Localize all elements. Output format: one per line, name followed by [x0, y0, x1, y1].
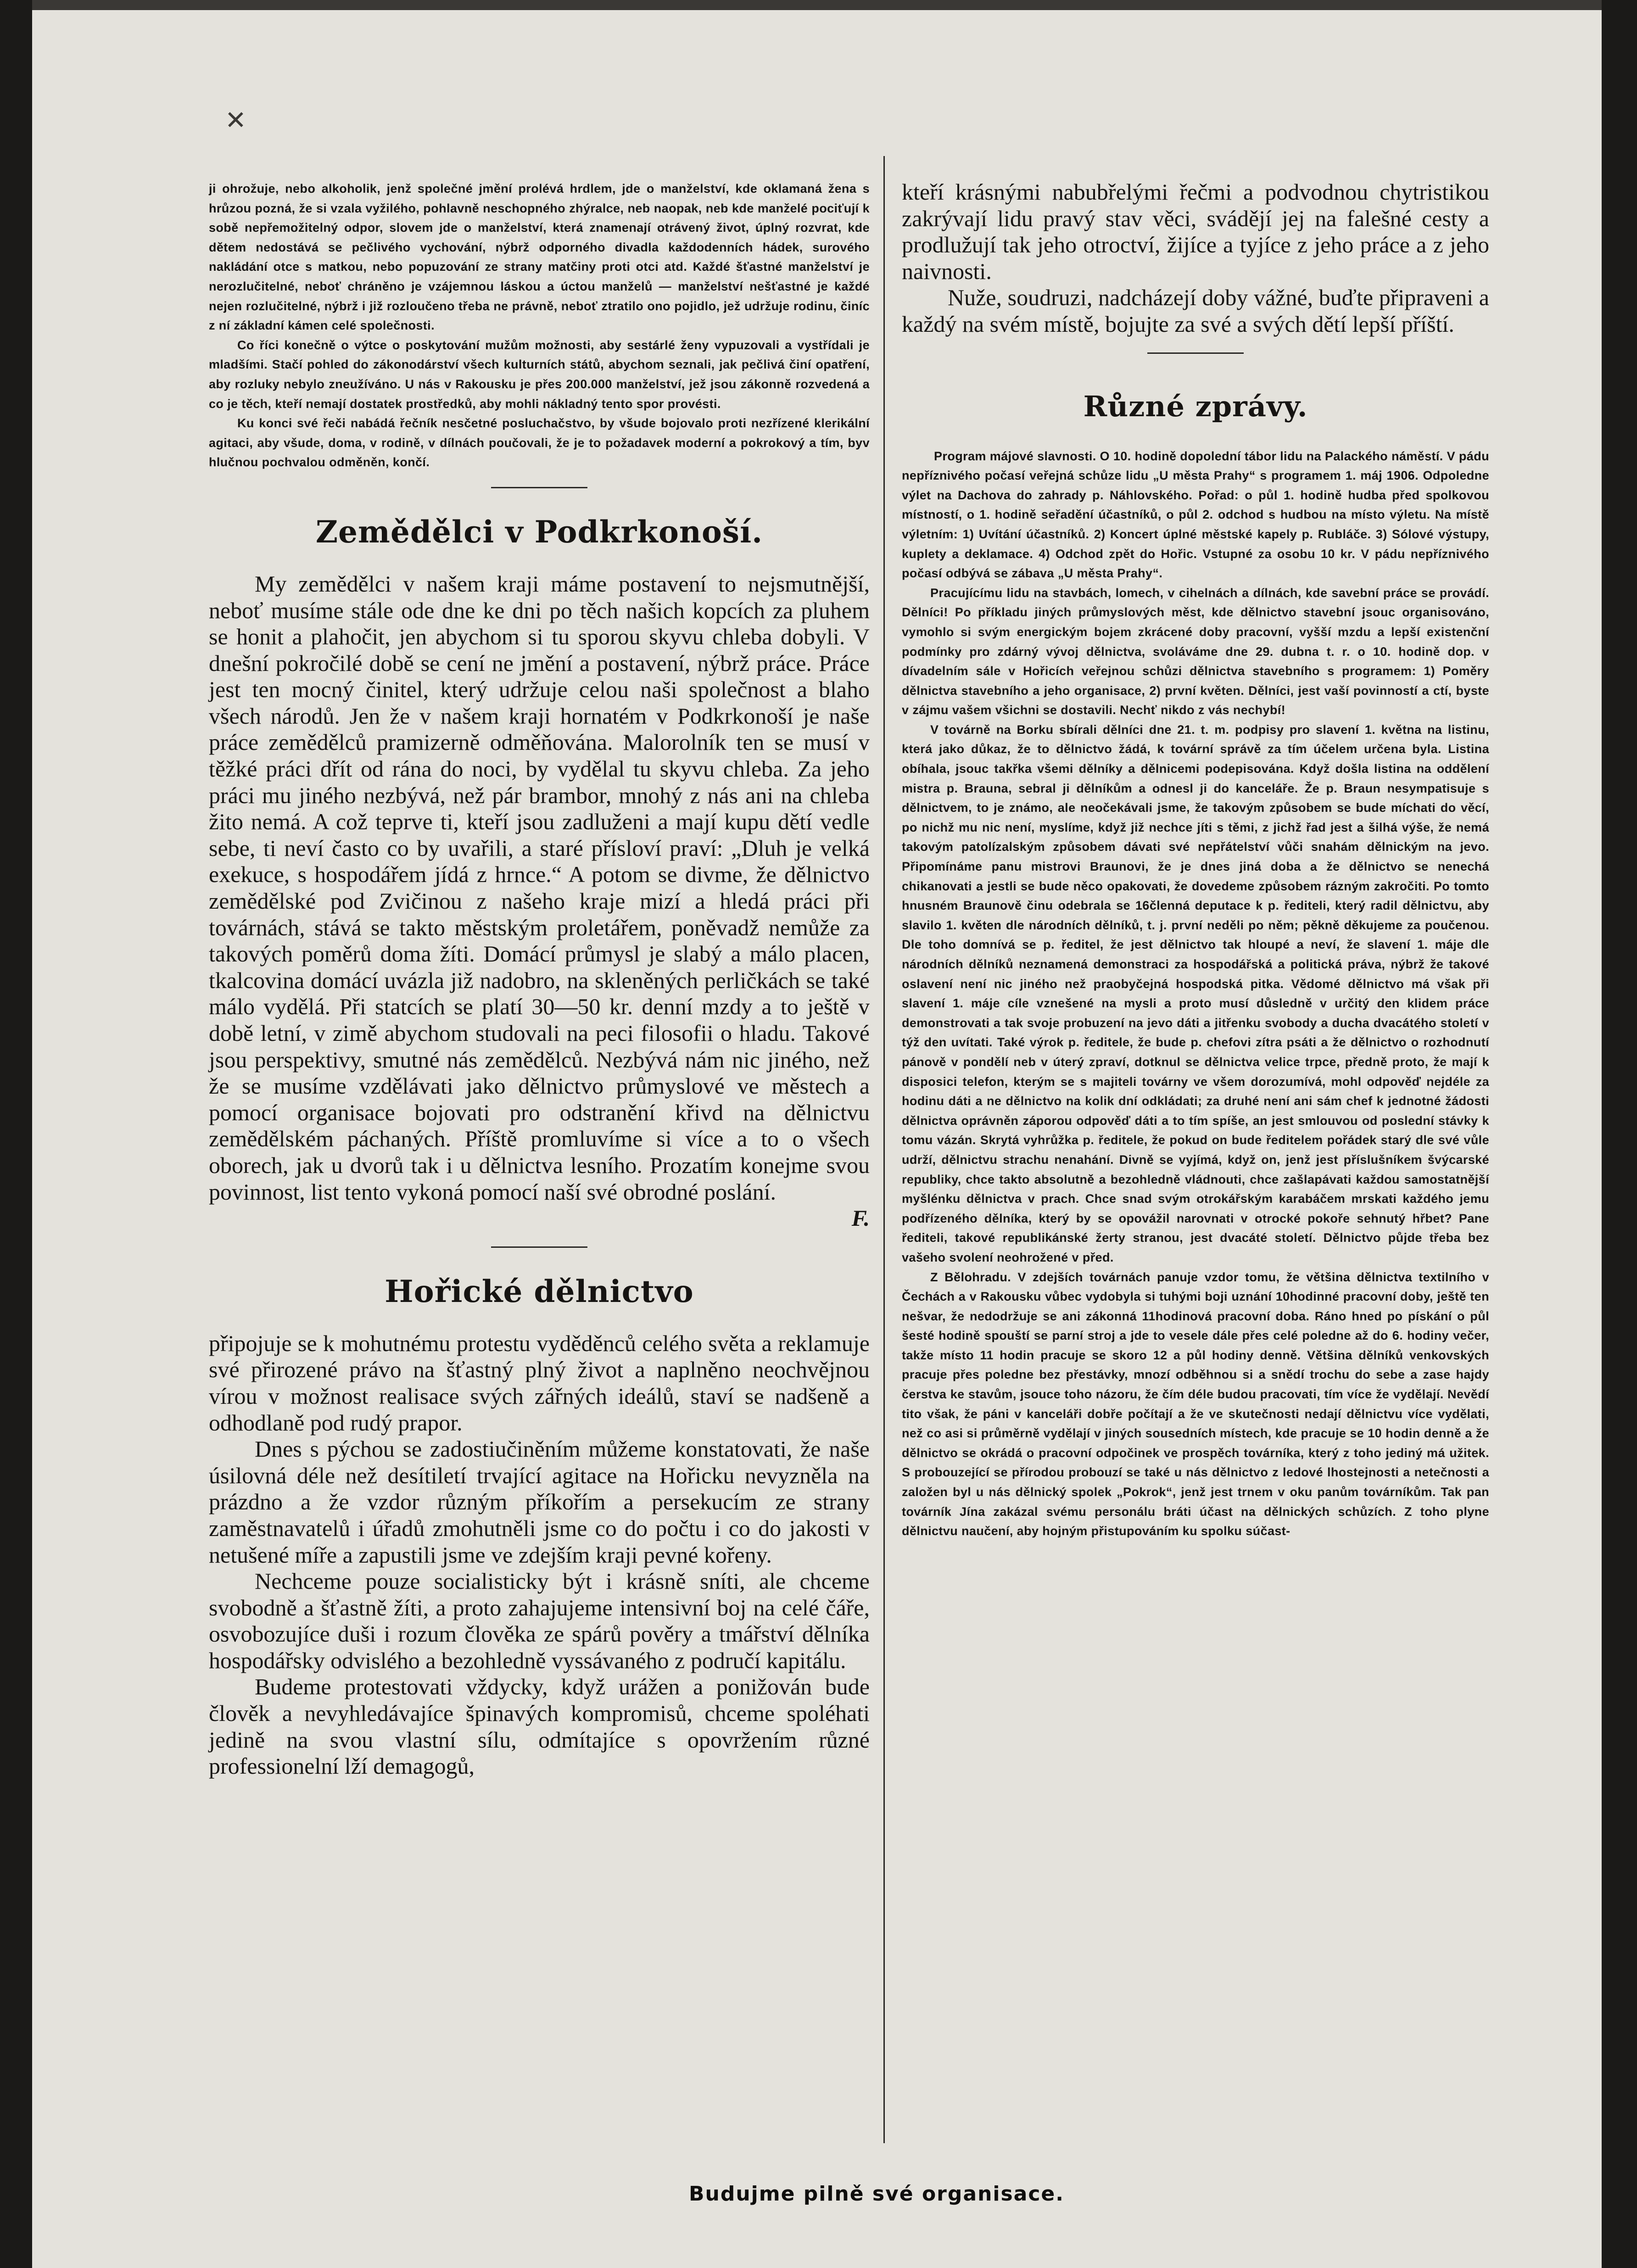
- news-lead: V továrně na Borku: [930, 722, 1054, 737]
- article-paragraph: Dnes s pýchou se zadostiučiněním můžeme konstatovati, že naše úsilovná déle než desítiletí trvající agitace na Hořicku nevyzněla na prázdno a že vzdor různým příkořím a persekucím ze strany zaměstnavatelů i úřadů zmohutněli jsme co do počtu i co do jakosti v netušené míře a zapustili jsme ve zdejším kraji pevné kořeny.: [209, 1436, 870, 1568]
- scan-border-left: [0, 0, 32, 2268]
- section-divider: [491, 1246, 587, 1248]
- article-paragraph: My zemědělci v našem kraji máme postavení to nejsmutnější, neboť musíme stále ode dne ke dni po těch našich kopcích za pluhem se honit a plahočit, jen abychom si tu sporou skyvu chleba dobyli. V dnešní pokročilé době se cení ne jmění a postavení, nýbrž práce. Práce jest ten mocný činitel, který udržuje celou naši společnost a blaho všech národů. Jen že v našem kraji hornatém v Podkrkonoší je naše práce zemědělců pramizerně odměňována. Malorolník ten se musí v těžké práci dřít od rána do noci, by vydělal tu skyvu chleba. Za jeho práci mu jiného nezbývá, než pár brambor, mnohý z nás ani na chleba žito nemá. A což teprve ti, kteří jsou zadluženi a mají kupu dětí vedle sebe, ti neví často co by uvařili, a staré přísloví praví: „Dluh je velká exekuce, s hospodářem jídá z hrnce.“ A potom se divme, že dělnictvo zemědělské pod Zvičinou z našeho kraje mizí a hledá práci při továrnách, stává se takto městským proletářem, poněvadž nemůže za takových poměrů doma žíti. Domácí průmysl je slabý a málo placen, tkalcovina domácí uvázla již nadobro, na skleněných perličkách se také málo vydělá. Při statcích se platí 30—50 kr. denní mzdy a to ještě v době letní, v zimě abychom studovali na peci filosofii o hladu. Takové jsou perspektivy, smutné nás zemědělců. Nezbývá nám nic jiného, než že se musíme vzdělávati jako dělnictvo průmyslové ve městech a pomocí organisace bojovati pro odstranění křivd na dělnictvu zemědělském páchaných. Příště promluvíme si více a to o všech oborech, jak u dvorů tak i u dělnictva lesního. Prozatím konejme svou povinnost, list tento vykoná pomocí naší své obrodné poslání.: [209, 570, 870, 1205]
- news-lead: Pracujícímu lidu: [930, 586, 1030, 600]
- news-lead: Program májové slavnosti.: [934, 449, 1096, 463]
- intro-paragraph: ji ohrožuje, nebo alkoholik, jenž společné jmění prolévá hrdlem, jde o manželství, kde oklamaná žena s hrůzou pozná, že si vzala vyžilého, pohlavně neschopného zhýralce, neb naopak, neb kde manželé pociťují k sobě nepřemožitelný odpor, slovem jde o manželství, která znamenají otrávený život, úplný rozvrat, kde dětem nedostává se pečlivého vychování, nýbrž odporného divadla každodenních hádek, surového nakládání otce s matkou, nebo popuzování ze strany matčiny proti otci atd. Každé šťastné manželství je nerozlučitelné, neboť chráněno je vzájemnou láskou a úctou manželů — manželství nešťastné je každé nejen rozlučitelné, nýbrž i již rozloučeno třeba ne právně, neboť ztratilo ono pojidlo, jež udržuje rodinu, činíc z ní základní kámen celé společnosti.: [209, 182, 870, 333]
- article-paragraph: Nechceme pouze socialisticky být i krásně sníti, ale chceme svobodně a šťastně žíti, a proto zahajujeme intensivní boj na celé čáře, osvobozujíce duši i rozum člověka ze spárů pověry a tmářství dělníka hospodářsky odvislého a bezohledně vyssávaného z područí kapitálu.: [209, 1568, 870, 1673]
- news-text: O 10. hodině dopolední tábor lidu na Palackého náměstí. V pádu nepříznivého počasí veřejná schůze lidu „U města Prahy“ s programem 1. máj 1906. Odpoledne výlet na Dachova do zahrady p. Náhlovského. Pořad: o půl 1. hodině hudba před spolkovou místností, o 1. hodině seřadění účastníků, o půl 2. odchod s hudbou na místo výletu. Na místě výletním: 1) Uvítání účastníků. 2) Koncert úplné městské kapely p. Rubláče. 3) Sólové výstupy, kuplety a deklamace. 4) Odchod zpět do Hořic. Vstupné za osobu 10 kr. V pádu nepříznivého počasí odbývá se zábava „U města Prahy“.: [902, 449, 1489, 581]
- news-item: [902, 1268, 1489, 1541]
- article-paragraph: připojuje se k mohutnému protestu vyděděnců celého světa a reklamuje své přirozené právo na šťastný plný život a naplněno neochvějnou vírou v možnost realisace svých zářných ideálů, staví se nadšeně a odhodlaně pod rudý prapor.: [209, 1330, 870, 1436]
- pencil-mark-icon: ✕: [225, 106, 246, 135]
- continuation-paragraph: Nuže, soudruzi, nadcházejí doby vážné, buďte připraveni a každý na svém místě, bojujte za své a svých dětí lepší příští.: [902, 285, 1489, 337]
- section-title-ruzne-zpravy: Různé zprávy.: [1083, 389, 1308, 423]
- left-column: [209, 179, 870, 1780]
- right-column: [902, 179, 1489, 1541]
- article-title-horicke: Hořické dělnictvo: [385, 1273, 694, 1309]
- section-divider: [1147, 352, 1244, 354]
- column-divider: [883, 156, 885, 2143]
- article-signature: F.: [851, 1205, 870, 1231]
- news-item: [902, 720, 1489, 1268]
- article-title-zemedelci: Zemědělci v Podkrkonoší.: [315, 514, 763, 550]
- news-text: V zdejších továrnách panuje vzdor tomu, že většina dělnictva textilního v Čechách a v Rakousku vůbec vydobyla si tuhými boji uznání 10hodinné pracovní doby, ještě ten nešvar, že nedodržuje se ani zákonná 11hodinová pracovní doba. Ráno hned po pískání o půl šesté hodině spouští se parní stroj a jde to vesele dále přes celé poledne až do 6. hodiny večer, takže místo 11 hodin pracuje se skoro 12 a půl hodiny denně. Většina dělníků venkovských pracuje přes poledne bez přestávky, mnozí odběhnou si a snědí trochu do sebe a zase hajdy čerstva ke stavům, jsouce toho názoru, že čím déle budou pracovati, tím více že vydělají. Nevědí tito však, že páni v kanceláři dobře počítají a že ve skutečnosti nedají dělnictvu více vydělati, než co asi si průměrně vydělají v jiných sousedních místech, kde pracuje se 10 hodin denně a že dělnictvo se okrádá o pracovní odpočinek ve prospěch továrníka, který z toho jediný má užitek. S probouzející se přírodou probouzí se také u nás dělnictvo z ledové lhostejnosti a netečnosti a založen byl u nás dělnický spolek „Pokrok“, jenž jest trnem v oku panům továrníkům. Tak pan továrník Jína zakázal svému personálu bráti účast na dělnických schůzích. Z toho plyne dělnictvu naučení, aby hojným přistupováním ku spolku súčast-: [902, 1270, 1489, 1538]
- news-item: [902, 447, 1489, 583]
- article-paragraph: Budeme protestovati vždycky, když urážen a ponižován bude člověk a nevyhledávajíce špinavých kompromisů, chceme spoléhati jedině na svou vlastní sílu, odmítajíce s opovržením různé professionelní lží demagogů,: [209, 1674, 870, 1779]
- footer-slogan: Budujme pilně své organisace.: [689, 2182, 1064, 2206]
- news-text: na stavbách, lomech, v cihelnách a dílnách, kde savební práce se provádí. Dělníci! Po příkladu jiných průmyslových měst, kde dělnictvo stavební jsouc organisováno, vymohlo si svým energickým bojem zkrácené doby pracovní, vyšší mzdu a lepší existenční podmínky pro zdárný vývoj dělnictva, svoláváme dne 29. dubna t. r. o 10. hodině dop. v dívadelním sále v Hořicích veřejnou schůzi dělnictva stavebního s programem: 1) Poměry dělnictva stavebního a jeho organisace, 2) první květen. Dělníci, jest vaší povinností a ctí, byste v zájmu vašem všichni se dostavili. Nechť nikdo z vás nechybí!: [902, 586, 1489, 717]
- scan-border-right: [1602, 0, 1637, 2268]
- section-divider: [491, 487, 587, 488]
- intro-paragraph: Ku konci své řeči nabádá řečník nesčetné posluchačstvo, by všude bojovalo proti nezřízené klerikální agitaci, aby všude, doma, v rodině, v dílnách poučovali, že je to požadavek moderní a pokrokový a tím, byv hlučnou pochvalou odměněn, končí.: [209, 416, 870, 469]
- news-lead: Z Bělohradu.: [930, 1270, 1011, 1284]
- scan-top-shadow: [32, 0, 1602, 10]
- intro-paragraph: Co říci konečně o výtce o poskytování mužům možnosti, aby sestárlé ženy vypuzovali a vystřídali je mladšími. Stačí pohled do zákonodárství všech kulturních států, abychom seznali, jak pečlivá činí opatření, aby rozluky nebylo zneužíváno. U nás v Rakousku je přes 200.000 manželství, jež jsou zákonně rozvedená a co je těch, kteří nemají dostatek prostředků, aby mohli nákladný tento spor provésti.: [209, 338, 870, 411]
- continuation-paragraph: kteří krásnými nabubřelými řečmi a podvodnou chytristikou zakrývají lidu pravý stav věci, svádějí jej na falešné cesty a prodlužují tak jeho otroctví, žijíce a tyjíce z jeho práce a z jeho naivnosti.: [902, 179, 1489, 284]
- news-item: [902, 583, 1489, 720]
- news-text: sbírali dělníci dne 21. t. m. podpisy pro slavení 1. května na listinu, která jako důkaz, že to dělnictvo žádá, k tovární správě za tím účelem určena byla. Listina obíhala, jsouc takřka všemi dělníky a dělnicemi podepisována. Když došla listina na oddělení mistra p. Brauna, sebral ji dělníkům a odnesl ji do kanceláře. Že p. Braun nesympatisuje s dělnictvem, to je známo, ale neočekávali jsme, že takovým způsobem se bude míchati do věcí, po nichž mu nic není, myslíme, když již nechce jíti s těmi, z jichž řad jest a šilhá výše, že nemá takovým patolízalským způsobem dávati své nepřátelství vůči snahám dělnickým na jevo. Připomínáme panu mistrovi Braunovi, že je dnes jiná doba a že dělnictvo se nenechá chikanovati a jestli se bude něco opakovati, že dovedeme způsobem rázným zakročiti. Po tomto hnusném Braunově činu odebrala se 16členná deputace k p. řediteli, který radil dělnictvu, aby slavilo 1. květen dle národních dělníků, t. j. první neděli po něm; pěkně děkujeme za poučenou. Dle toho domnívá se p. ředitel, že jest dělnictvo tak hloupé a neví, že slavení 1. máje dle národních dělníků neznamená demonstraci za hospodářská a politická práva, nýbrž že takové oslavení není nic jiného než praobyčejná hospodská pitka. Vědomé dělnictvo má však při slavení 1. máje cíle vznešené na mysli a proto musí důsledně v určitý den klidem práce demonstrovati a tak svoje probuzení na jevo dáti a jitřenku svobody a ducha dvacátého století v týž den uvítati. Také výrok p. ředitele, že bude p. chefovi zítra psáti a že dělnictvo o rozhodnutí pánově v pondělí neb v úterý zpraví, dotknul se dělnictva velice trpce, předně proto, že mají k disposici telefon, kterým se s majiteli továrny ve všem dorozumívá, mohl odpověď nejdéle za hodinu dáti a ne dělnictvo na kolik dní odkládati; za druhé není ani sám chef k jednotné žádosti dělnictva oprávněn záporou odpověď dáti a to tím spíše, an jest smlouvou od poslední stávky k tomu vázán. Skrytá vyhrůžka p. ředitele, že pokud on bude ředitelem pořádek starý dle své vůle udrží, dělnictvu strachu nenahání. Divně se vyjímá, když on, jenž jest příslušníkem švýcarské republiky, chce takto absolutně a bezohledně vládnouti, chce zašlapávati každou samostatnější myšlénku dělnictva v prach. Chce snad svým otrokářským karabáčem mrskati každého jemu podřízeného dělníka, který by se opovážil narovnati v otrocké pokoře sehnutý hřbet? Pane řediteli, takové republikánské žerty stranou, jest dvacáté století. Dělnictvo půjde třeba bez vašeho svolení neohrožené v před.: [902, 722, 1489, 1264]
